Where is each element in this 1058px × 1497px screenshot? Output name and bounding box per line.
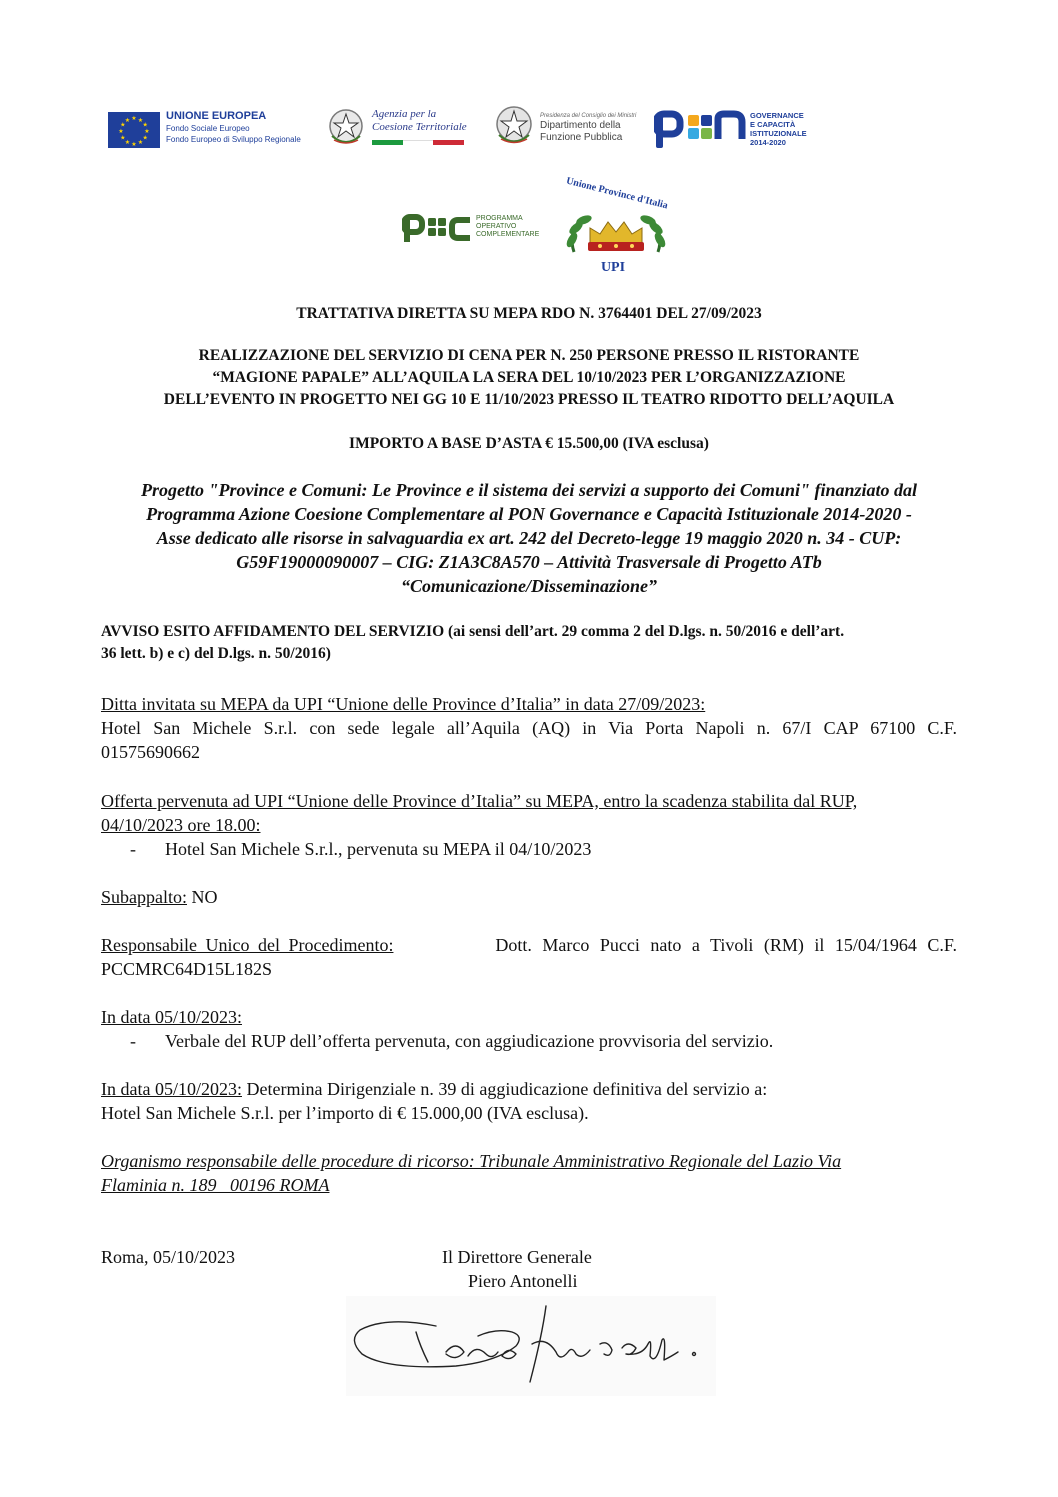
dfp-line-1: Dipartimento della xyxy=(540,120,621,131)
svg-text:★: ★ xyxy=(124,116,131,124)
eu-title: UNIONE EUROPEA xyxy=(166,110,267,122)
upi-arc-text: Unione Province d'Italia xyxy=(565,175,669,212)
ditta-line-1: Hotel San Michele S.r.l. con sede legale all’Aquila (AQ) in Via Porta Napoli n. 67/I CAP 67100 C.F. xyxy=(101,718,957,738)
dfp-small-line: Presidenza del Consiglio dei Ministri xyxy=(540,113,637,119)
heading-importo: IMPORTO A BASE D’ASTA € 15.500,00 (IVA esclusa) xyxy=(349,435,709,452)
offerta-section xyxy=(101,789,957,861)
pon-logo xyxy=(654,108,824,152)
data2-section xyxy=(101,1077,957,1125)
svg-text:★: ★ xyxy=(124,139,131,147)
act-logo xyxy=(328,104,468,152)
subappalto-label: Subappalto: xyxy=(101,887,187,907)
svg-text:★: ★ xyxy=(137,116,144,124)
avviso-line-1: AVVISO ESITO AFFIDAMENTO DEL SERVIZIO (ai sensi dell’art. 29 comma 2 del D.lgs. n. 50/2016 e dell’art. xyxy=(101,623,845,640)
svg-text:★: ★ xyxy=(118,128,124,135)
data1-label: In data 05/10/2023: xyxy=(101,1007,242,1027)
pon-line-4: 2014-2020 xyxy=(750,138,786,147)
offerta-item-text: Hotel San Michele S.r.l., pervenuta su MEPA il 04/10/2023 xyxy=(165,839,592,859)
project-description xyxy=(60,478,998,598)
ditta-section xyxy=(101,692,957,764)
svg-text:★: ★ xyxy=(142,134,148,142)
svg-text:★: ★ xyxy=(142,121,148,129)
pon-line-2: E CAPACITÀ xyxy=(750,120,796,129)
rup-value: Dott. Marco Pucci nato a Tivoli (RM) il 15/04/1964 C.F. xyxy=(495,935,957,955)
heading-service-line-2: “MAGIONE PAPALE” ALL’AQUILA LA SERA DEL 10/10/2023 PER L’ORGANIZZAZIONE xyxy=(212,369,846,386)
poc-wordmark-icon xyxy=(402,214,472,249)
upi-crown-icon xyxy=(564,206,668,263)
offerta-list-item xyxy=(101,837,957,861)
project-line-1: Progetto "Province e Comuni: Le Province e il sistema dei servizi a supporto dei Comuni" finanziato dal xyxy=(141,480,917,500)
poc-line-1: PROGRAMMA xyxy=(476,215,523,222)
heading-service-line-3: DELL’EVENTO IN PROGETTO NEI GG 10 E 11/10/2023 PRESSO IL TEATRO RIDOTTO DELL’AQUILA xyxy=(163,391,895,408)
pon-wordmark-icon xyxy=(654,110,746,155)
subappalto-value: NO xyxy=(187,887,218,907)
ricorso-section xyxy=(101,1149,961,1197)
signer-title: Il Direttore Generale xyxy=(442,1247,592,1267)
data1-list-item xyxy=(101,1029,957,1053)
dash-bullet: - xyxy=(130,1031,136,1051)
project-line-4: G59F19000090007 – CIG: Z1A3C8A570 – Attività Trasversale di Progetto ATb xyxy=(236,552,822,572)
data1-section xyxy=(101,1005,957,1053)
svg-text:★: ★ xyxy=(131,141,137,148)
heading-rdo: TRATTATIVA DIRETTA SU MEPA RDO N. 3764401 DEL 27/09/2023 xyxy=(296,305,762,322)
pon-line-3: ISTITUZIONALE xyxy=(750,129,807,138)
avviso-line-2: 36 lett. b) e c) del D.lgs. n. 50/2016) xyxy=(101,645,331,662)
act-line-1: Agenzia per la xyxy=(372,108,437,120)
poc-line-2: OPERATIVO xyxy=(476,223,517,230)
heading-service xyxy=(60,345,998,411)
poc-line-3: COMPLEMENTARE xyxy=(476,231,540,238)
poc-logo xyxy=(402,212,552,248)
rup-codice-fiscale: PCCMRC64D15L182S xyxy=(101,959,273,979)
ricorso-line-1: Organismo responsabile delle procedure di ricorso: Tribunale Amministrativo Regionale del Lazio Via xyxy=(101,1151,842,1171)
eu-fund-2: Fondo Europeo di Sviluppo Regionale xyxy=(166,135,301,144)
ricorso-line-2: Flaminia n. 189 00196 ROMA xyxy=(101,1175,330,1195)
project-line-3: Asse dedicato alle risorse in salvaguardia ex art. 242 del Decreto-legge 19 maggio 2020 n. 34 - CUP: xyxy=(156,528,902,548)
handwritten-signature xyxy=(346,1296,716,1401)
data2-label: In data 05/10/2023: xyxy=(101,1079,242,1099)
svg-text:★: ★ xyxy=(120,134,126,142)
rup-label: Responsabile Unico del Procedimento: xyxy=(101,935,394,955)
act-line-2: Coesione Territoriale xyxy=(372,121,467,133)
data2-value: Determina Dirigenziale n. 39 di aggiudicazione definitiva del servizio a: xyxy=(241,1079,768,1099)
place-date: Roma, 05/10/2023 xyxy=(101,1247,235,1267)
eu-logo xyxy=(108,110,301,150)
svg-text:★: ★ xyxy=(137,139,144,147)
project-line-2: Programma Azione Coesione Complementare al PON Governance e Capacità Istituzionale 2014-2020 - xyxy=(146,504,912,524)
svg-text:★: ★ xyxy=(131,115,137,122)
project-line-5: “Comunicazione/Disseminazione” xyxy=(400,576,658,596)
eu-flag-icon xyxy=(108,112,160,148)
upi-text: UPI xyxy=(600,260,626,275)
ditta-line-2: 01575690662 xyxy=(101,742,200,762)
upi-logo xyxy=(558,176,676,280)
italian-flag-stripe xyxy=(372,140,464,145)
signer-name: Piero Antonelli xyxy=(468,1271,578,1291)
rup-section xyxy=(101,933,957,981)
offerta-label-line-1: Offerta pervenuta ad UPI “Unione delle Province d’Italia” su MEPA, entro la scadenza stabilita dal RUP, xyxy=(101,791,858,811)
data1-item-text: Verbale del RUP dell’offerta pervenuta, con aggiudicazione provvisoria del servizio. xyxy=(165,1031,774,1051)
dfp-line-2: Funzione Pubblica xyxy=(540,132,623,143)
dfp-logo xyxy=(494,102,644,150)
eu-fund-1: Fondo Sociale Europeo xyxy=(166,124,250,133)
italian-emblem-icon xyxy=(494,102,534,153)
avviso-title xyxy=(101,621,961,665)
italian-emblem-icon xyxy=(328,106,364,153)
svg-text:★: ★ xyxy=(120,121,126,129)
dash-bullet: - xyxy=(130,839,136,859)
offerta-label-line-2: 04/10/2023 ore 18.00: xyxy=(101,815,261,835)
ditta-label: Ditta invitata su MEPA da UPI “Unione delle Province d’Italia” in data 27/09/2023: xyxy=(101,694,706,714)
svg-text:★: ★ xyxy=(144,128,150,135)
pon-line-1: GOVERNANCE xyxy=(750,111,804,120)
data2-line-2: Hotel San Michele S.r.l. per l’importo di € 15.000,00 (IVA esclusa). xyxy=(101,1103,589,1123)
heading-service-line-1: REALIZZAZIONE DEL SERVIZIO DI CENA PER N. 250 PERSONE PRESSO IL RISTORANTE xyxy=(198,347,860,364)
subappalto-section xyxy=(101,885,957,909)
